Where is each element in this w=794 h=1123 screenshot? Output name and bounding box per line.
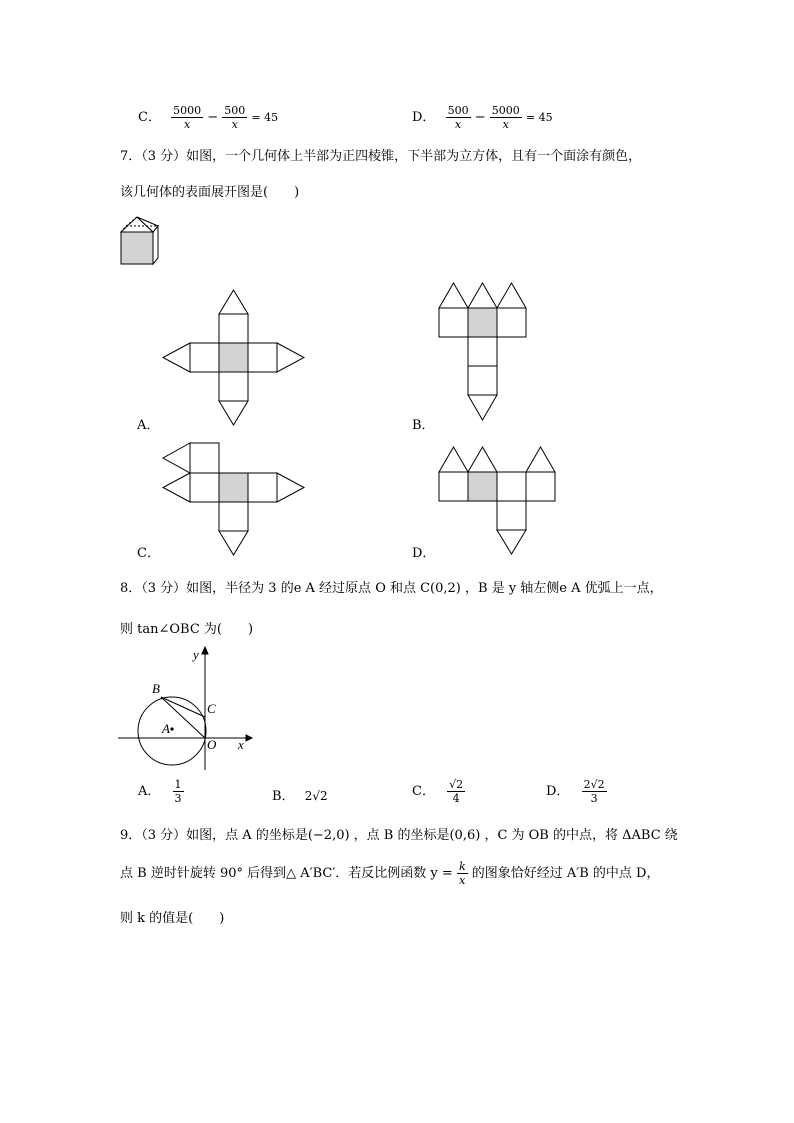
fig-label-y: y — [193, 647, 199, 662]
q8-option-d[interactable]: D． $\frac{2√2}{3}$ — [546, 778, 605, 805]
q9-stem-line1: 9．（3 分）如图，点 A 的坐标是(−2,0) ，点 B 的坐标是(0,6) ，C 为 OB 的中点，将 ΔABC 绕 — [120, 828, 678, 843]
q7-net-a — [160, 288, 310, 428]
q8-stem-line1: 8．（3 分）如图，半径为 3 的e A 经过原点 O 和点 C(0,2) ，B 是 y 轴左侧e A 优弧上一点， — [120, 581, 663, 596]
q7-option-c-label[interactable]: C． — [137, 546, 160, 561]
q7-stem-line1: 7．（3 分）如图，一个几何体上半部为正四棱锥，下半部为立方体，且有一个面涂有颜色， — [120, 149, 642, 164]
fig-label-x: x — [238, 737, 244, 752]
q7-option-a-label[interactable]: A． — [137, 418, 160, 433]
q8-option-a[interactable]: A． $\frac{1}{3}$ — [138, 778, 182, 805]
fig-label-a: A — [162, 721, 170, 736]
q7-net-c — [160, 440, 310, 560]
q7-solid-figure — [118, 214, 168, 269]
q7-net-b — [436, 280, 536, 425]
q9-stem-line2: 点 B 逆时针旋转 90° 后得到△ A′BC′．若反比例函数 y = $\frac{k}{x}$ 的图象恰好经过 A′B 的中点 D， — [120, 860, 660, 887]
q8-option-c[interactable]: C． $\frac{√2}{4}$ — [412, 778, 464, 805]
q7-option-d-label[interactable]: D． — [412, 546, 436, 561]
q6-option-d: D． $\frac{500}{x}$ − $\frac{5000}{x}$ = 45 — [412, 104, 553, 131]
q7-option-b-label[interactable]: B． — [412, 418, 435, 433]
q7-net-d — [436, 443, 566, 563]
fig-label-o: O — [207, 737, 217, 752]
q6-option-c: C． $\frac{5000}{x}$ − $\frac{500}{x}$ = 45 — [138, 104, 279, 131]
q8-stem-line2: 则 tan∠OBC 为( ) — [120, 622, 254, 637]
q7-stem-line2: 该几何体的表面展开图是( ) — [120, 185, 300, 200]
q8-option-b[interactable]: B． 2√2 — [272, 789, 328, 804]
q8-circle-figure — [118, 645, 258, 775]
q9-stem-line3: 则 k 的值是( ) — [120, 911, 225, 926]
fig-label-b: B — [152, 681, 160, 696]
fig-label-c: C — [207, 701, 216, 716]
